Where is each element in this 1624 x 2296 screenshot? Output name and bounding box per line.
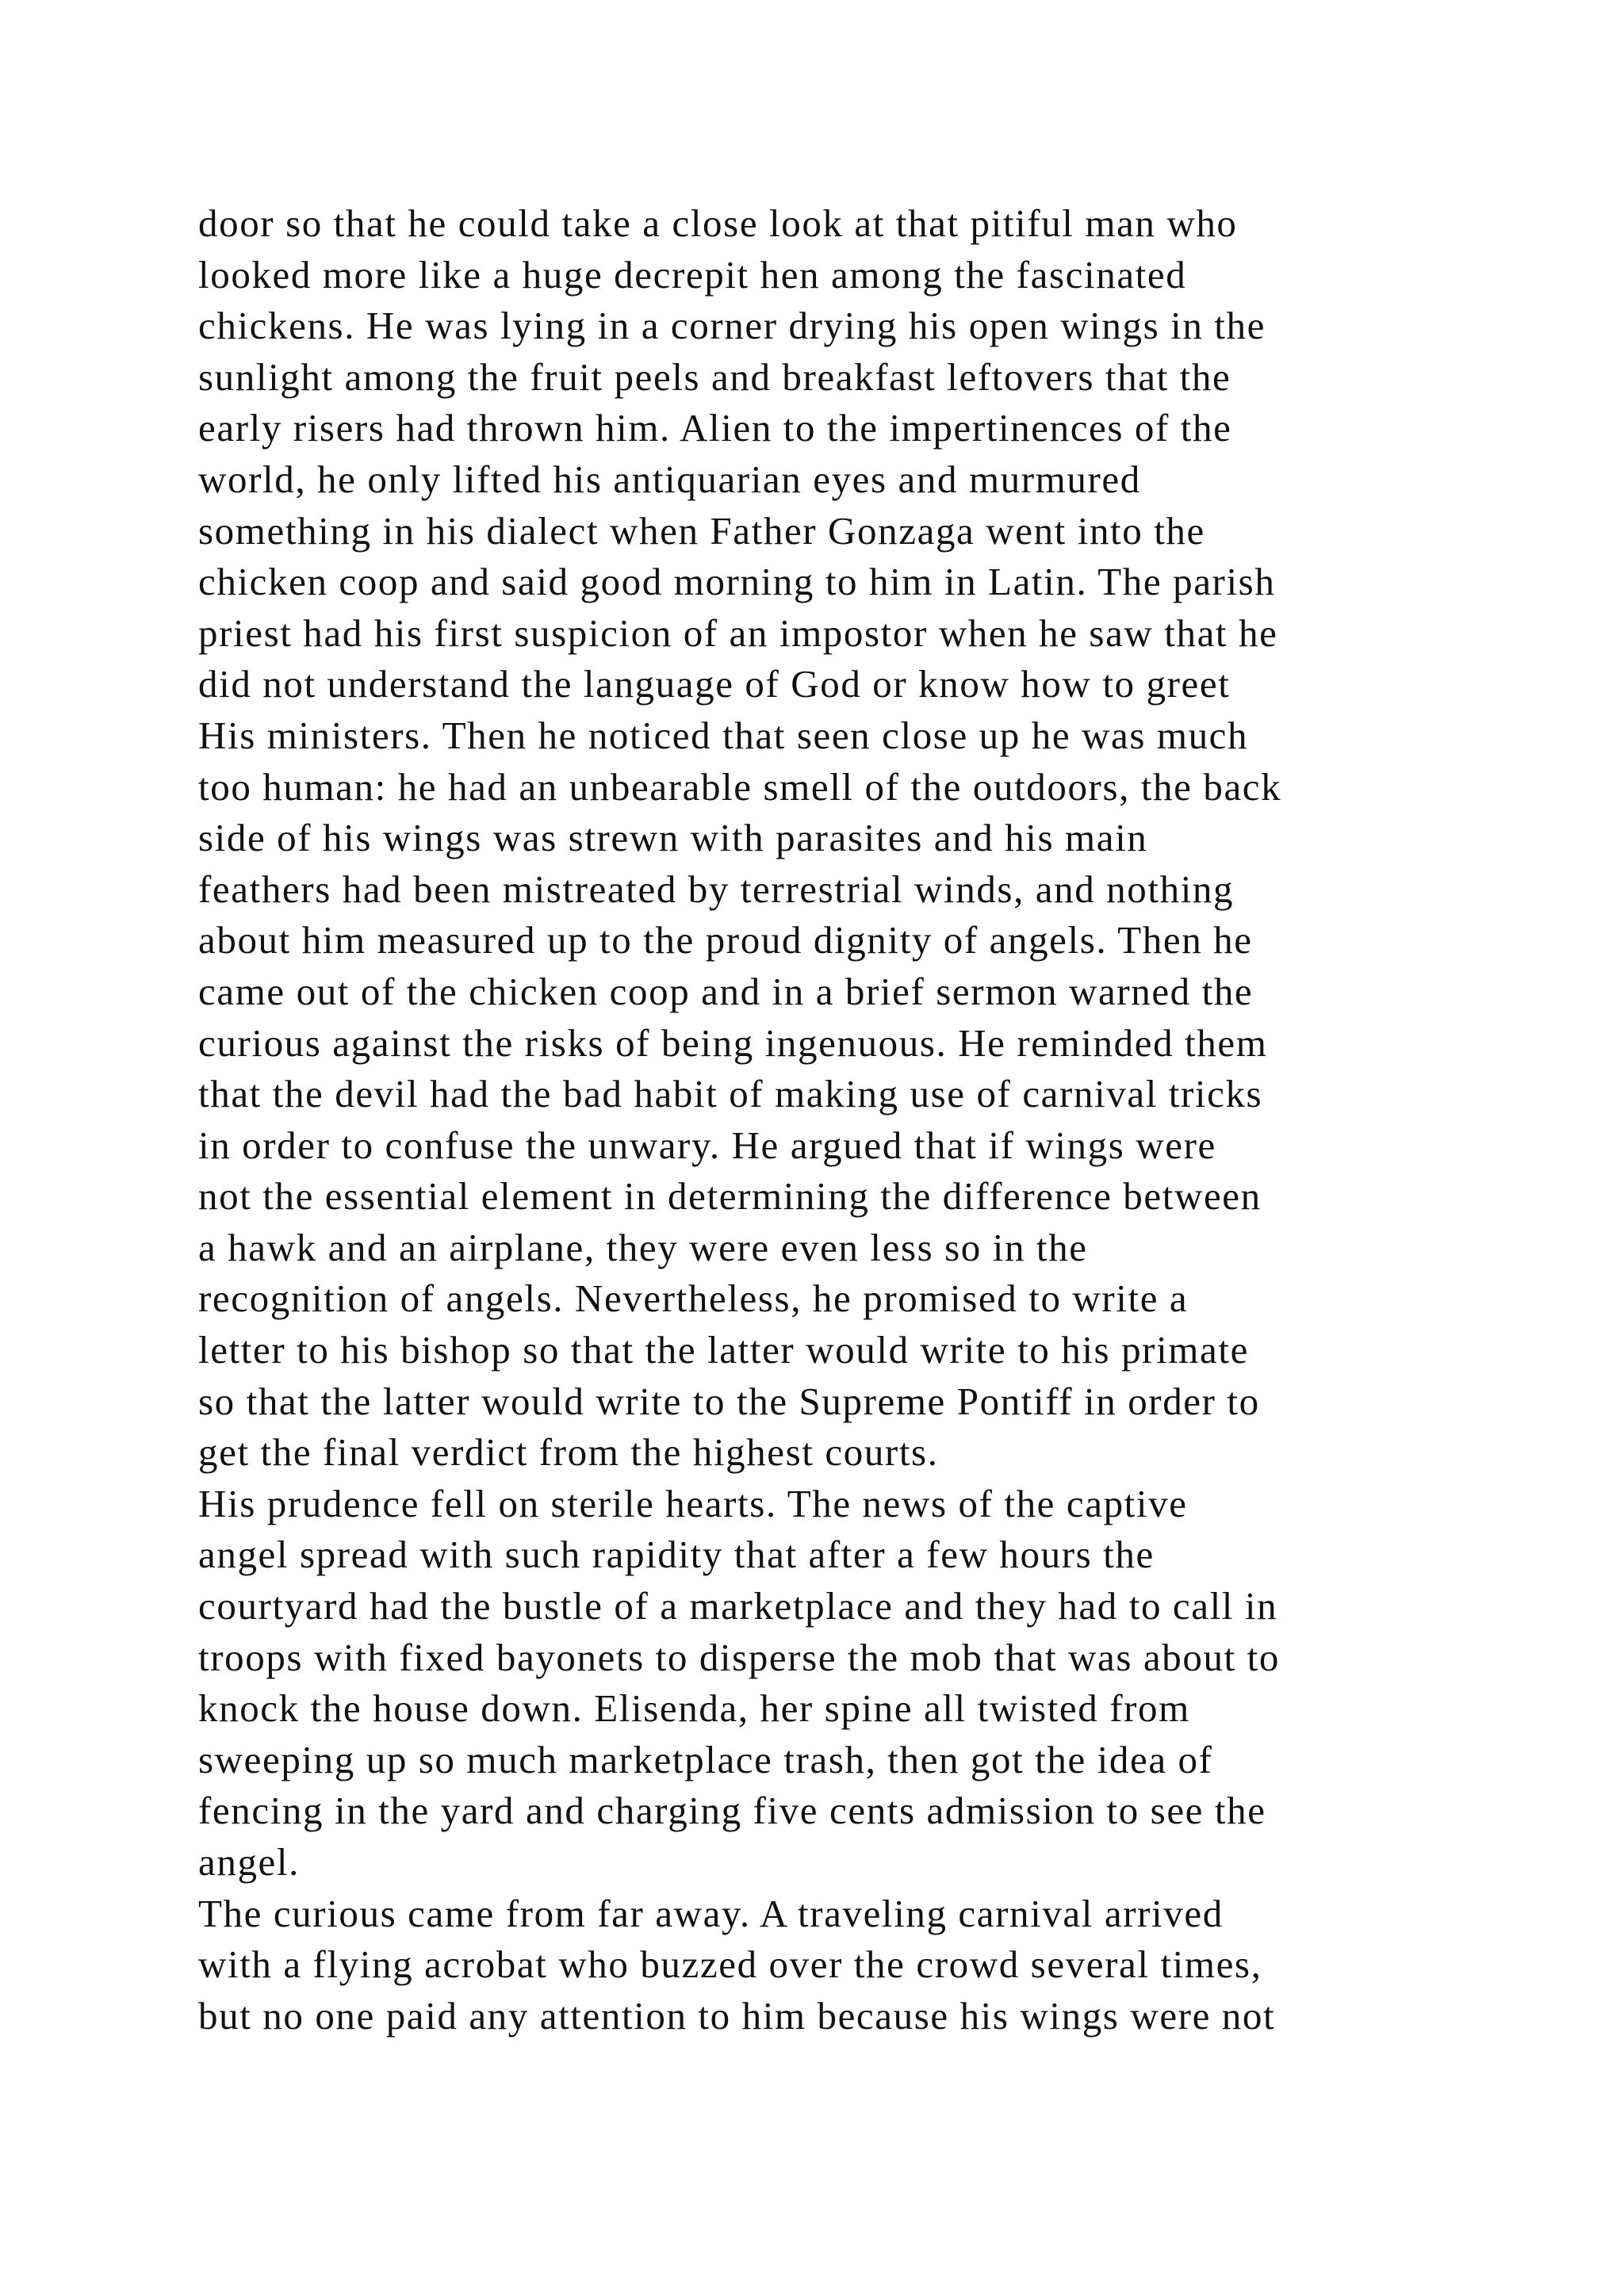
text-line: get the final verdict from the highest courts. <box>198 1430 939 1475</box>
text-line: angel spread with such rapidity that after a few hours the <box>198 1533 1155 1577</box>
text-line: about him measured up to the proud dignity of angels. Then he <box>198 918 1253 962</box>
text-line: The curious came from far away. A traveling carnival arrived <box>198 1891 1224 1935</box>
text-line: courtyard had the bustle of a marketplace and they had to call in <box>198 1584 1278 1628</box>
text-line: in order to confuse the unwary. He argued that if wings were <box>198 1123 1216 1167</box>
text-line: something in his dialect when Father Gonzaga went into the <box>198 508 1205 553</box>
text-line: curious against the risks of being ingenuous. He reminded them <box>198 1020 1268 1065</box>
text-line: did not understand the language of God or know how to greet <box>198 662 1231 706</box>
text-line: fencing in the yard and charging five cents admission to see the <box>198 1789 1266 1833</box>
text-line: with a flying acrobat who buzzed over the crowd several times, <box>198 1942 1262 1987</box>
text-line: troops with fixed bayonets to disperse the mob that was about to <box>198 1635 1280 1679</box>
text-line: but no one paid any attention to him because his wings were not <box>198 1993 1276 2038</box>
text-line: so that the latter would write to the Supreme Pontiff in order to <box>198 1379 1260 1423</box>
text-line: world, he only lifted his antiquarian eyes and murmured <box>198 457 1141 501</box>
text-line: chicken coop and said good morning to him in Latin. The parish <box>198 560 1276 604</box>
text-line: that the devil had the bad habit of making use of carnival tricks <box>198 1072 1263 1116</box>
text-line: priest had his first suspicion of an impostor when he saw that he <box>198 610 1278 655</box>
text-line: chickens. He was lying in a corner drying his open wings in the <box>198 304 1266 348</box>
text-line: side of his wings was strewn with parasites and his main <box>198 816 1148 860</box>
text-line: looked more like a huge decrepit hen among the fascinated <box>198 252 1187 297</box>
text-line: His prudence fell on sterile hearts. The news of the captive <box>198 1481 1188 1525</box>
text-line: sweeping up so much marketplace trash, then got the idea of <box>198 1737 1213 1781</box>
body-text <box>198 198 1435 2042</box>
text-line: came out of the chicken coop and in a brief sermon warned the <box>198 969 1254 1013</box>
text-line: letter to his bishop so that the latter would write to his primate <box>198 1328 1249 1372</box>
text-line: sunlight among the fruit peels and breakfast leftovers that the <box>198 354 1231 399</box>
text-line: too human: he had an unbearable smell of the outdoors, the back <box>198 764 1282 809</box>
text-line: feathers had been mistreated by terrestrial winds, and nothing <box>198 867 1235 911</box>
text-line: door so that he could take a close look at that pitiful man who <box>198 201 1238 245</box>
text-line: knock the house down. Elisenda, her spine all twisted from <box>198 1686 1190 1731</box>
text-line: early risers had thrown him. Alien to the impertinences of the <box>198 406 1232 450</box>
text-line: angel. <box>198 1840 300 1884</box>
text-line: recognition of angels. Nevertheless, he promised to write a <box>198 1276 1189 1321</box>
text-line: not the essential element in determining the difference between <box>198 1174 1262 1219</box>
text-line: a hawk and an airplane, they were even less so in the <box>198 1225 1088 1269</box>
text-line: His ministers. Then he noticed that seen close up he was much <box>198 713 1249 757</box>
